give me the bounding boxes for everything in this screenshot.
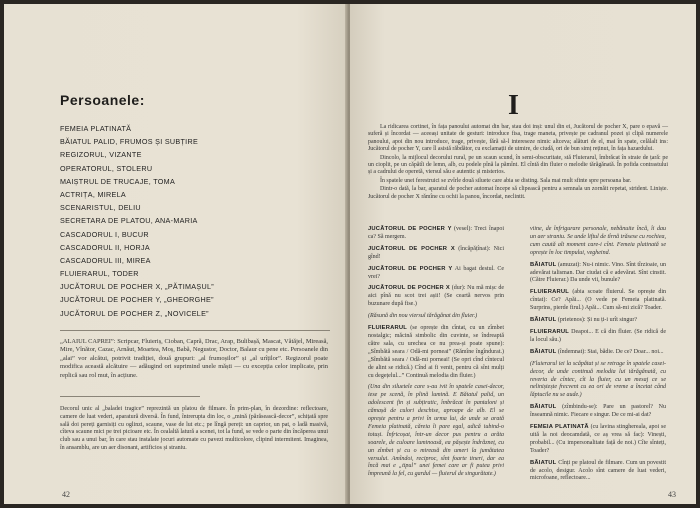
decor-note: Decorul unic al „baladei tragice” reprezintă un platou de filmare. În prim-plan, în dezordine: reflectoare, camere de luat vederi, aparatură diversă. În fund, întrerupta din loc, o „mină (părăsească-decor”, schițată spre sală doi pereți garnisiți cu oglinzi, scaune, vase de lut etc.; pe lîngă pereți: un caprior, un pat, o ladă masivă, cîteva scaune mici pe trei picioare etc. În cealaltă latură a scenei, tot la fund, se vede o parte din încăperea unui club sau a unui bar, în care stau instalate jocuri automate cu pavezi multicolore, clipind intermitent. Imaginea, în ansamblu, are un aer disonant, artificios și straniu. [60,406,328,451]
dialogue-line [368,246,504,262]
dialogue-line [530,262,666,286]
page-number: 43 [668,490,676,499]
speaker-name: JUCĂTORUL DE POCHER Y [368,226,452,232]
dialogue-text: Cînți pe platoul de filmare. Cum un povestit de acolo, desigur. Acolo sînt camere de luat vederi, microfoane, reflectoare... [530,459,667,482]
dialogue-text: (se oprește din cîntat, cu un zîmbet nostalgic; măcină simbolic din cuvinte, se îndreaptă către sala, cu urechea ce nu prea-și poate spune): „Sîmbătă seara / Odă-mi porneai” (Rămîne îngîndurat.) „Sîmbătă seara / Odă-mi porneai! (Se opri cînd cîntecul de alint se ridică.) Cînd ai fi venit, pentru că sînt mulți cu degețelul...” Continuă melodia din fluier.) [368,325,505,379]
dialogue-text: (Una din siluetele care s-au ivit în spatele casei-decor, iese pe scenă, în plină lumină. E Băiatul palid, un adolescent fin și subțiratic, îmbrăcat în pantaloni și cămașă de culori deschise, aproape de alb. El se oprește pentru a privi în urma lui, de unde se arată Femeia platinată, căreia îi pare egal, adică iubind-o totuși. Înfricoșat, într-un decor pus pentru a arăta soarele, de culoare luminoasă, ea pășește îndrăzneț, cu un zîmbet și cu o mireasă din umeri la jumătatea versului. Amîndoi, reciproc, sînt foarte tineri, dar ea încă mai e „tipul” unei femei care ar fi putea privi împreună la fel, cu gardul — fluierul de singurătate.) [368,384,504,478]
dialogue-text: (cu lavina stinghereala, apoi se uită la noi deocamdată, ce aș vrea să fac): Vinești, probabil... (Cu impersonalitate față de noi.) Cîte sînteți, Toader? [530,424,666,454]
dialogue-line [530,317,666,325]
character-name: JUCĂTORUL DE POCHER X, „PĂTIMAȘUL” [60,282,214,292]
character-name: REGIZORUL, VIZANTE [60,150,142,160]
speaker-name: BĂIATUL [530,459,557,466]
character-name: CASCADORUL II, HORJA [60,242,150,252]
character-name: BĂIATUL PALID, FRUMOS ȘI SUBȚIRE [60,137,199,147]
dialogue-line [530,460,666,484]
dialogue-text: (zîmbindu-se): Pare un pastorel? Nu înseamnă nimic. Fiecare e singur. De ce mi-ai dat? [530,404,666,419]
dialogue-text: Ai bagat destul. Ce vrei? [368,265,504,280]
speaker-name: BĂIATUL [530,348,557,355]
speaker-name: JUCĂTORUL DE POCHER Y [368,265,453,272]
speaker-name: FEMEIA PLATINATĂ [530,424,589,431]
dialogue-line [530,404,666,420]
dialogue-line [530,226,666,258]
alaiul-paragraph: „ALAIUL CAPREI”: Scripcar, Fluieriș, Cioban, Capră, Drac, Arap, Bulibașă, Mascat, Vătăjel, Mireasă, Mire, Vînător, Cazac, Arnăut, Moartea, Moș, Babă, Negustor, Doctor, Balaur cu pene etc. Persoanele din „alai” vor alcătui, potrivit tradiției, două grupuri: „al frumoșilor” și „al urîților”. Regizorul poate modifica această alcătuire — adăugind ori suprimind unele măști — cu excepția celor implicate, prin replică sau rol mut, în acțiune. [60,338,328,379]
dialogue-text: (dur): Nu mă mișc de aici pînă nu scot trei așii! (Se ceartă nervos prin buzunare după fise.) [368,285,504,308]
character-name: ACTRIȚA, MIRELA [60,189,127,199]
speaker-name: FLUIERARUL [368,325,408,332]
character-name: MAIȘTRUL DE TRUCAJE, TOMA [60,176,176,186]
dialogue-text: (vesel): Treci înapoi ca? Să mergem. [368,226,505,240]
character-list [60,122,340,320]
dialogue-line [368,325,504,380]
dialogue-line [530,329,666,345]
dialogue-text: (prietenos): Și nu ți-i urît singur? [557,317,638,324]
speaker-name: JUCĂTORUL DE POCHER X [368,285,450,292]
separator-line [60,330,330,331]
dialogue-line [530,289,666,313]
page-number: 42 [62,490,70,499]
speaker-name: BĂIATUL [530,404,557,411]
dialogue-line [368,384,504,479]
dialogue-line [530,424,666,456]
dialogue-text: (încăpățînat): Nici gînd! [368,245,504,260]
characters-heading: Persoanele: [60,92,145,108]
dialogue-text: (Răsună din nou viersul tărăgănat din fluier.) [368,313,478,320]
dialogue-text: (amuzat): Nu-i nimic. Vino. Sînt tîrzioaie, un adevărat talisman. Dar ciudat că e adevărat. Sînt cinstit. (Către Fluierar.) Da unde vii, bunule? [530,261,666,284]
character-name: CASCADORUL I, BUCUR [60,229,149,239]
stage-directions [368,124,668,202]
character-name: OPERATORUL, STOLERU [60,163,153,173]
character-name: FEMEIA PLATINATĂ [60,124,132,133]
dialogue-line [530,361,666,401]
stage-direction-paragraph: La ridicarea cortinei, în fața panoului automat din bar, stau doi inși: unul din ei, Jucătorul de pocher X, pare o epavă — suferă și încordat — aceeași unitate de gesturi: introduce fisa, trage maneta, privește pe cadranul pozei și clipă numerele panoului, apoi din nou introduce, trage, privește, fără să-l intereseze nimic altceva; alături de el, mai în spate, celălalt ins: Jucătorul de pocher Y, care îl asistă răbdător, cu exclamații de uimire, de ciudă, ori de bun simț reținut, în fața hazardului. [368,124,668,153]
speaker-name: BĂIATUL [530,317,557,324]
dialogue-text: (Fluierarul iei la scăpătat și se retrage în spatele casei-decor, de unde continuă melodia lui tărăgănată, cu reveria de cîntec, cît la fluier, cu un mesaj ce se neliniștește frecvent cu ea ori de vreme a încetat când lăptucile nu se aude.) [530,360,666,399]
stage-direction-paragraph: Dintr-o dată, la bar, aparatul de pocher automat începe să clipească pentru a semnala un zornăit repetat, strident. Liniște. Jucătorul de pocher X rămîne cu ochii la panou, încordat, neclintit. [368,186,668,200]
character-name: FLUIERARUL, TODER [60,269,139,279]
dialogue-text: (îndemnat): Stai, bădie. De ce? Doar... noi... [557,348,664,355]
dialogue-column-right [530,226,666,487]
separator-line [60,396,200,397]
character-name: SECRETARA DE PLATOU, ANA-MARIA [60,216,198,226]
dialogue-text: (abia scoate fluierul. Se oprește din cîntat): Ce? Apăi... (O vede pe Femeia platinată. Surprins, pierde firul.) Apăi... Cum să-mi zică? Toader. [530,289,667,312]
speaker-name: FLUIERARUL [530,328,570,335]
speaker-name: FLUIERARUL [530,289,570,296]
act-number: I [508,90,519,121]
stage-direction-paragraph: În spatele unei ferestruici se zvîrle două siluete care abia se disting. Sala mai mult sfinte spre persoana bar. [380,177,632,184]
character-name: SCENARISTUL, DELIU [60,203,141,213]
dialogue-line [368,313,504,321]
speaker-name: JUCĂTORUL DE POCHER X [368,245,455,252]
character-name: JUCĂTORUL DE POCHER Y, „GHEORGHE” [60,295,214,305]
right-page [350,4,696,504]
dialogue-line [368,226,504,242]
dialogue-text: viine, de înfrigurare personale, nebănuite încă, îi dau un aer straniu. Se unde liftul de tîrnă trăsese cu rochiea, cum caută alt moment care-i cînt. Femeia platinată se oprește în loc timpului, vegheind. [530,226,666,256]
character-name: CASCADORUL III, MIREA [60,255,151,265]
character-name: JUCĂTORUL DE POCHER Z, „NOVICELE” [60,308,209,318]
dialogue-line [368,285,504,309]
dialogue-line [530,349,666,357]
dialogue-text: Deapoi... E că din fluier. (Se ridică de la locul său.) [530,328,666,343]
left-page [4,4,348,504]
dialogue-column-left [368,226,504,483]
stage-direction-paragraph: Dincolo, la mijlocul decorului rural, pe un scaun scund, în semi-obscuritate, stă Fluierarul, îmbrăcat în straie de țară: pe un cioplit, pe un căpătîi de lemn, alb, cu podele pînă la pămînt. El cîntă din fluier o melodie tărăgănată. În pofida contrastului și a cadrului de operetă, viersul său e autentic și misterios. [368,154,668,176]
speaker-name: BĂIATUL [530,261,557,268]
dialogue-line [368,266,504,282]
